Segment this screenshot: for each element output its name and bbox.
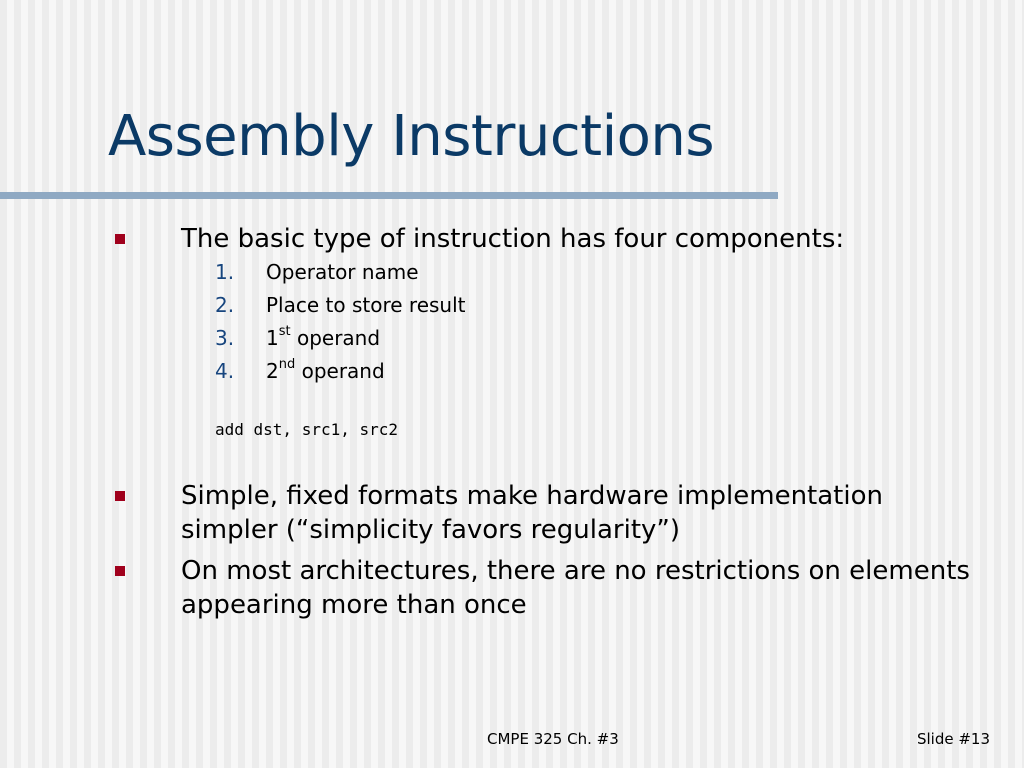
item-number: 4.	[215, 359, 235, 383]
footer-slide-number: Slide #13	[916, 730, 990, 748]
slide-title: Assembly Instructions	[108, 104, 715, 169]
square-bullet-icon	[115, 566, 125, 576]
assembly-code-example: add dst, src1, src2	[215, 420, 399, 439]
numbered-item-second-operand	[0, 356, 1024, 386]
square-bullet-icon	[115, 491, 125, 501]
item-text	[266, 356, 385, 386]
bullet-text: The basic type of instruction has four components:	[181, 224, 845, 254]
title-underline-rule	[0, 192, 778, 199]
numbered-item-destination	[0, 290, 1024, 320]
item-label: operand	[290, 326, 381, 350]
bullet-text: Simple, fixed formats make hardware implementation simpler (“simplicity favors regularity”)	[181, 481, 883, 545]
bullet-text: On most architectures, there are no restrictions on elements appearing more than once	[181, 556, 970, 620]
numbered-item-first-operand	[0, 323, 1024, 353]
item-number: 2.	[215, 293, 235, 317]
square-bullet-icon	[115, 234, 125, 244]
item-label: operand	[295, 359, 385, 383]
ordinal-suffix: nd	[278, 357, 296, 373]
ordinal-suffix: st	[278, 324, 291, 340]
item-text	[266, 323, 380, 353]
footer-course-label: CMPE 325 Ch. #3	[487, 730, 619, 748]
item-number: 1.	[215, 260, 235, 284]
item-number: 3.	[215, 326, 235, 350]
ordinal-number: 2	[266, 359, 279, 383]
ordinal-number: 1	[266, 326, 279, 350]
item-text: Operator name	[266, 260, 419, 284]
item-text: Place to store result	[266, 293, 466, 317]
numbered-item-operator	[0, 257, 1024, 287]
